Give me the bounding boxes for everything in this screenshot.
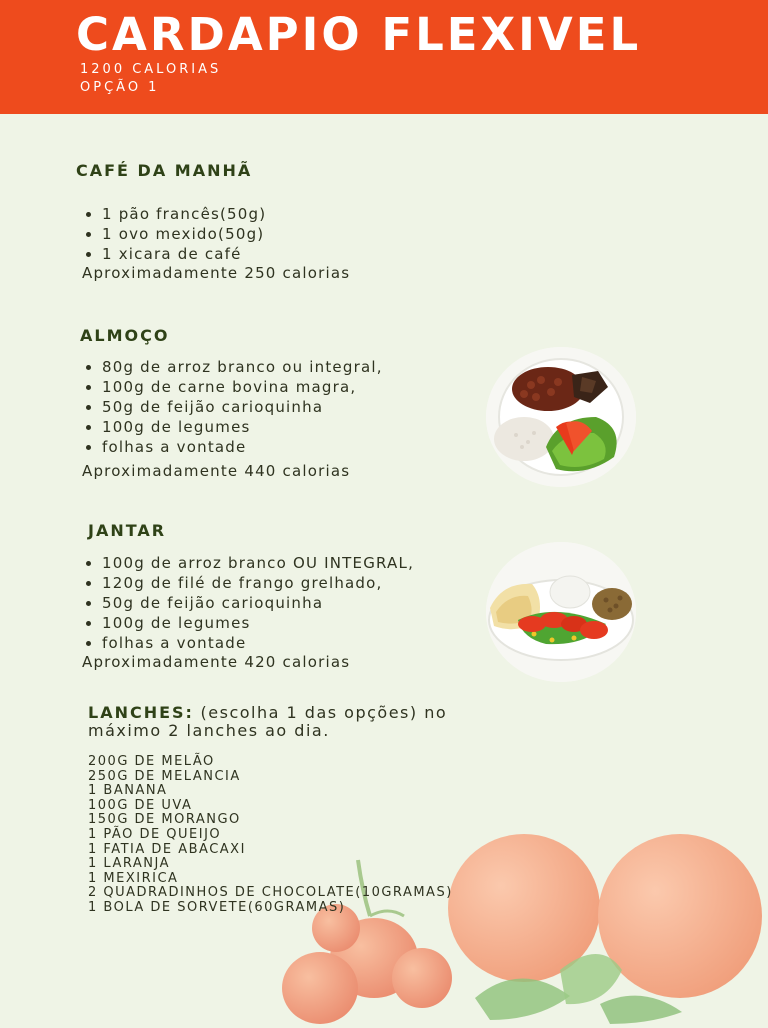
lunch-list (80, 357, 383, 457)
list-item: 1 MEXIRICA (88, 870, 179, 886)
dinner-plate-image (486, 542, 636, 682)
list-item: 1 BOLA DE SORVETE(60GRAMAS) (88, 899, 346, 915)
list-item: 2 QUADRADINHOS DE CHOCOLATE(10GRAMAS) (88, 885, 453, 901)
list-item: 50g de feijão carioquinha (80, 397, 383, 417)
option-subtitle: OPÇÃO 1 (80, 80, 160, 95)
dinner-calories: Aproximadamente 420 calorias (82, 653, 351, 671)
list-item: 1 xicara de café (80, 244, 266, 264)
dinner-list (80, 553, 414, 653)
list-item: 1 pão francês(50g) (80, 204, 266, 224)
list-item: 200G DE MELÃO (88, 754, 215, 769)
list-item: 100g de legumes (80, 613, 414, 633)
list-item: 1 FATIA DE ABACAXI (88, 841, 246, 857)
list-item: 250G DE MELANCIA (88, 768, 241, 784)
list-item: 1 ovo mexido(50g) (80, 224, 266, 244)
list-item: 150G DE MORANGO (88, 812, 241, 828)
dinner-title: JANTAR (88, 521, 167, 540)
list-item: 120g de filé de frango grelhado, (80, 573, 414, 593)
breakfast-calories: Aproximadamente 250 calorias (82, 264, 351, 282)
snacks-list (88, 755, 453, 916)
list-item: folhas a vontade (80, 633, 414, 653)
list-item: 1 LARANJA (88, 856, 170, 872)
lunch-calories: Aproximadamente 440 calorias (82, 462, 351, 480)
list-item: 100G DE UVA (88, 797, 193, 813)
list-item: 100g de carne bovina magra, (80, 377, 383, 397)
lunch-title: ALMOÇO (80, 326, 170, 345)
list-item: 1 PÃO DE QUEIJO (88, 826, 222, 842)
page-title: CARDAPIO FLEXIVEL (76, 8, 642, 61)
snacks-heading (88, 704, 488, 740)
list-item: 50g de feijão carioquinha (80, 593, 414, 613)
list-item: 80g de arroz branco ou integral, (80, 357, 383, 377)
list-item: 1 BANANA (88, 783, 168, 799)
list-item: 100g de arroz branco OU INTEGRAL, (80, 553, 414, 573)
breakfast-title: CAFÉ DA MANHÃ (76, 161, 253, 180)
breakfast-list (80, 204, 266, 264)
list-item: 100g de legumes (80, 417, 383, 437)
snacks-subtitle: (escolha 1 das opções) no máximo 2 lanches ao dia. (88, 703, 448, 740)
snacks-title: LANCHES: (88, 703, 194, 722)
list-item: folhas a vontade (80, 437, 383, 457)
calories-subtitle: 1200 CALORIAS (80, 62, 222, 77)
header-banner (0, 0, 768, 114)
lunch-plate-image (486, 347, 636, 487)
